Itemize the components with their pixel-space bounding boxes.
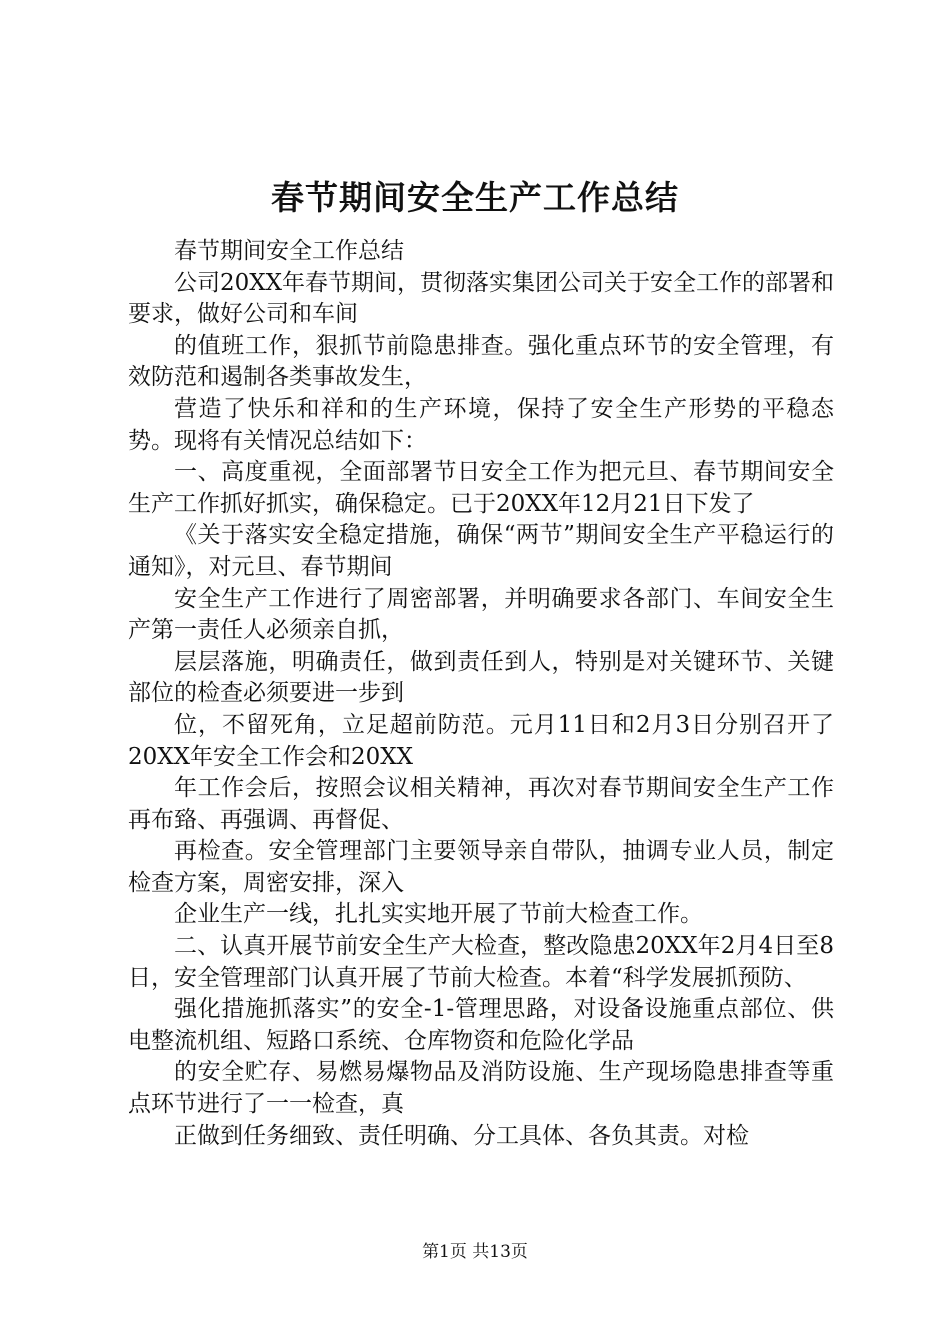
paragraph: 位，不留死角，立足超前防范。元月11日和2月3日分别召开了20XX年安全工作会和20XX xyxy=(128,711,834,770)
paragraph: 春节期间安全工作总结 xyxy=(174,238,404,264)
paragraph: 正做到任务细致、责任明确、分工具体、各负其责。对检 xyxy=(174,1122,749,1149)
paragraph: 的值班工作，狠抓节前隐患排查。强化重点环节的安全管理，有效防范和遏制各类事故发生， xyxy=(128,332,834,391)
document-title: 春节期间安全生产工作总结 xyxy=(271,178,679,217)
paragraph: 一、高度重视，全面部署节日安全工作为把元旦、春节期间安全生产工作抓好抓实，确保稳定。已于20XX年12月21日下发了 xyxy=(128,459,834,517)
paragraph: 层层落施，明确责任，做到责任到人，特别是对关键环节、关键部位的检查必须要进一步到 xyxy=(128,648,834,707)
paragraph: 再检查。安全管理部门主要领导亲自带队，抽调专业人员，制定检查方案，周密安排，深入 xyxy=(128,838,834,896)
paragraph: 企业生产一线，扎扎实实地开展了节前大检查工作。 xyxy=(174,901,703,928)
paragraph: 年工作会后，按照会议相关精神，再次对春节期间安全生产工作再布臵、再强调、再督促、 xyxy=(128,775,834,833)
paragraph: 营造了快乐和祥和的生产环境，保持了安全生产形势的平稳态势。现将有关情况总结如下： xyxy=(128,395,834,454)
paragraph: 二、认真开展节前安全生产大检查，整改隐患20XX年2月4日至8日，安全管理部门认真开展了节前大检查。本着“科学发展抓预防、 xyxy=(128,933,834,991)
paragraph: 安全生产工作进行了周密部署，并明确要求各部门、车间安全生产第一责任人必须亲自抓， xyxy=(128,585,834,644)
page-number-footer: 第1页 共13页 xyxy=(422,1242,528,1262)
paragraph: 的安全贮存、易燃易爆物品及消防设施、生产现场隐患排查等重点环节进行了一一检查，真 xyxy=(128,1059,834,1118)
paragraph: 《关于落实安全稳定措施，确保“两节”期间安全生产平稳运行的通知》，对元旦、春节期间 xyxy=(128,522,834,580)
paragraph: 强化措施抓落实”的安全-1-管理思路，对设备设施重点部位、供电整流机组、短路口系统、仓库物资和危险化学品 xyxy=(128,996,834,1054)
document-body xyxy=(128,236,834,1152)
paragraph: 公司20XX年春节期间，贯彻落实集团公司关于安全工作的部署和要求，做好公司和车间 xyxy=(128,269,835,328)
